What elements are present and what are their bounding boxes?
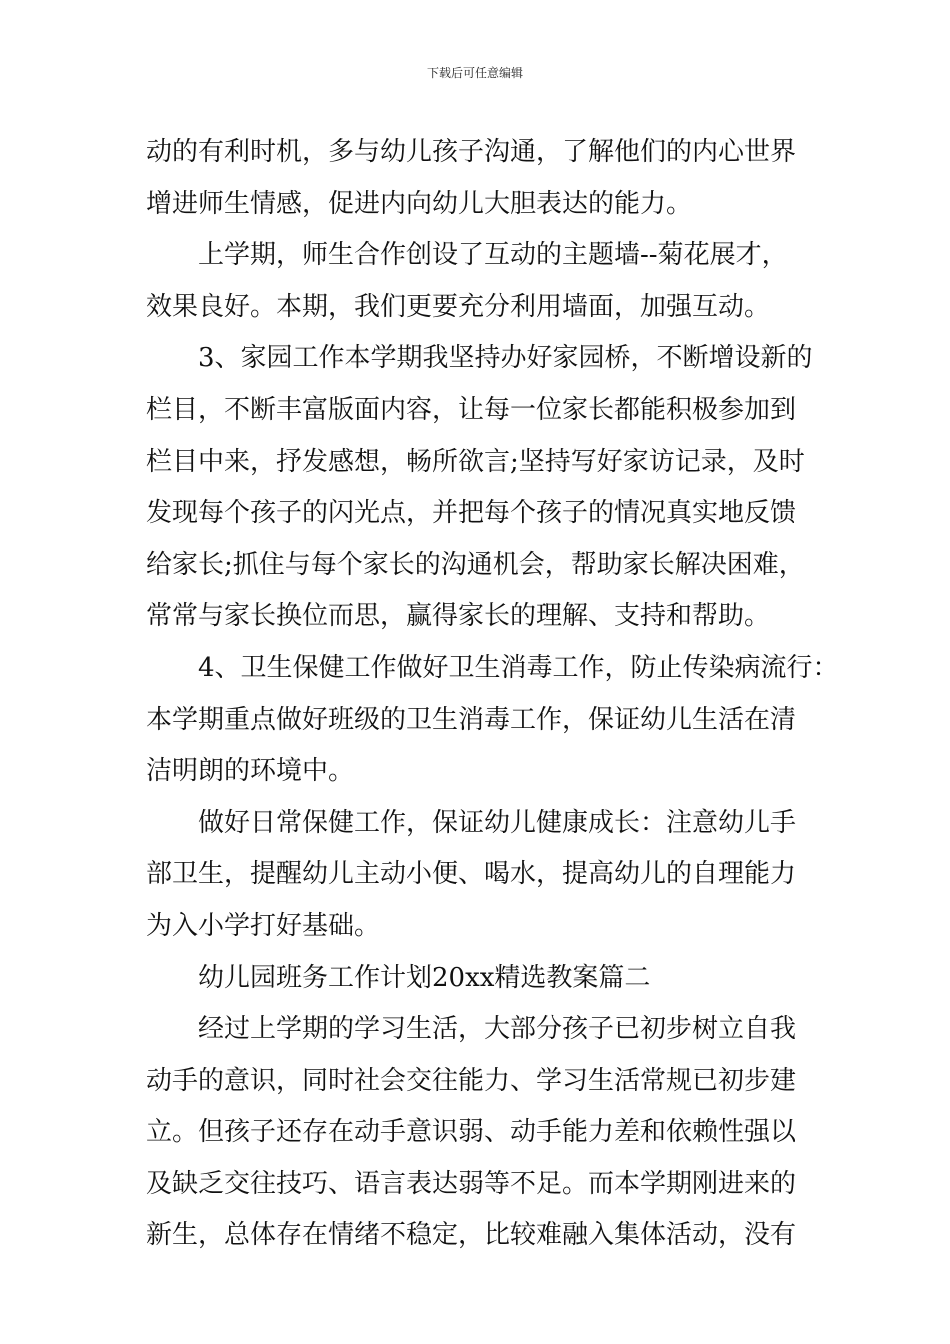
text-line: 栏目中来，抒发感想，畅所欲言;坚持写好家访记录，及时 <box>146 446 805 477</box>
text-line: 效果良好。本期，我们更要充分利用墙面，加强互动。 <box>146 291 771 322</box>
text-line: 动的有利时机，多与幼儿孩子沟通，了解他们的内心世界 <box>146 137 797 167</box>
text-line: 给家长;抓住与每个家长的沟通机会，帮助家长解决困难， <box>146 549 805 580</box>
text-line: 发现每个孩子的闪光点，并把每个孩子的情况真实地反馈 <box>146 498 797 529</box>
text-line: 新生，总体存在情绪不稳定，比较难融入集体活动，没有 <box>146 1220 797 1251</box>
text-line: 栏目，不断丰富版面内容，让每一位家长都能积极参加到 <box>146 394 797 425</box>
text-line: 及缺乏交往技巧、语言表达弱等不足。而本学期刚进来的 <box>146 1168 797 1199</box>
text-line: 上学期，师生合作创设了互动的主题墙--菊花展才， <box>198 240 788 271</box>
text-line: 动手的意识，同时社会交往能力、学习生活常规已初步建 <box>146 1065 797 1096</box>
document-body <box>146 127 839 1262</box>
text-line: 立。但孩子还存在动手意识弱、动手能力差和依赖性强以 <box>146 1117 797 1148</box>
text-line: 部卫生，提醒幼儿主动小便、喝水，提高幼儿的自理能力 <box>146 859 797 890</box>
section-heading: 幼儿园班务工作计划20xx精选教案篇二 <box>198 962 651 993</box>
text-line: 3、家园工作本学期我坚持办好家园桥，不断增设新的 <box>198 343 813 374</box>
text-line: 经过上学期的学习生活，大部分孩子已初步树立自我 <box>198 1014 797 1045</box>
text-line: 常常与家长换位而思，赢得家长的理解、支持和帮助。 <box>146 601 771 632</box>
text-line: 增进师生情感，促进内向幼儿大胆表达的能力。 <box>146 188 693 219</box>
page-header: 下载后可任意编辑 <box>426 66 523 80</box>
text-line: 为入小学打好基础。 <box>146 910 381 941</box>
text-line: 洁明朗的环境中。 <box>146 756 355 787</box>
text-line: 做好日常保健工作，保证幼儿健康成长：注意幼儿手 <box>198 807 797 838</box>
text-line: 4、卫生保健工作做好卫生消毒工作，防止传染病流行： <box>198 652 839 683</box>
text-line: 本学期重点做好班级的卫生消毒工作，保证幼儿生活在清 <box>146 704 797 735</box>
